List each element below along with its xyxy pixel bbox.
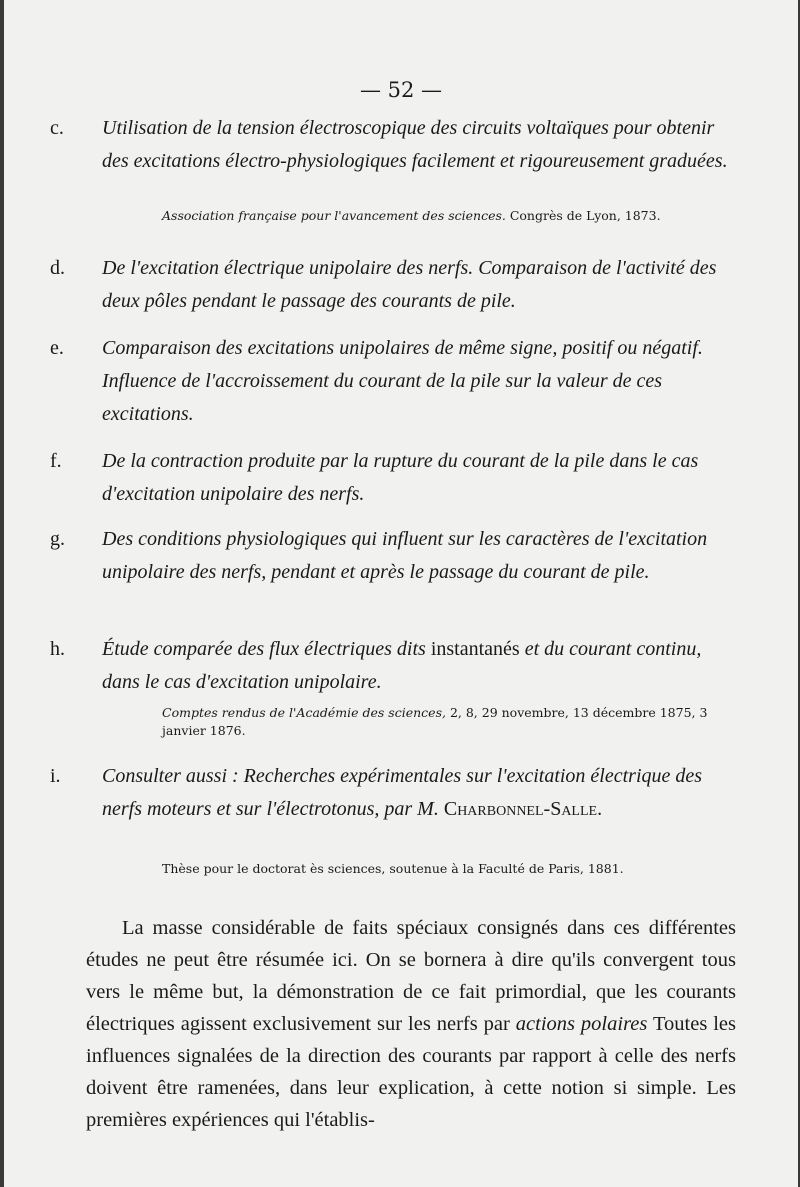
page-number: — 52 — bbox=[359, 78, 443, 102]
item-letter: g. bbox=[50, 528, 65, 550]
item-text: De l'excitation électrique unipolaire des nerfs. Comparaison de l'activité des deux pôles pendant le passage des courants de pile. bbox=[102, 257, 717, 312]
item-text: De la contraction produite par la rupture du courant de la pile dans le cas d'excitation unipolaire des nerfs. bbox=[102, 450, 699, 505]
item-text-part3: et du courant continu, dans le cas d'excitation unipolaire. bbox=[102, 638, 702, 693]
citation-title: Association française pour l'avancement des sciences. bbox=[162, 208, 506, 223]
list-item-i bbox=[50, 760, 736, 826]
item-text: Utilisation de la tension électroscopique des circuits voltaïques pour obtenir des excitations électro-physiologiques facilement et rigoureusement graduées. bbox=[102, 117, 728, 172]
citation-detail: Thèse pour le doctorat ès sciences, soutenue à la Faculté de Paris, 1881. bbox=[162, 861, 624, 876]
item-text: Des conditions physiologiques qui influent sur les caractères de l'excitation unipolaire des nerfs, pendant et après le passage du courant de pile. bbox=[102, 528, 708, 583]
citation-detail: 2, 8, 29 novembre, 13 décembre 1875, 3 janvier 1876. bbox=[162, 705, 708, 738]
paragraph-text-part1: La masse considérable de faits spéciaux consignés dans ces différentes études ne peut être résumée ici. On se bornera à dire qu'ils convergent tous vers le même but, la démonstration de ce fait primordial, que les courants électriques agissent exclusivement sur les nerfs par bbox=[86, 917, 736, 1035]
list-item-d bbox=[50, 252, 736, 318]
list-item-h bbox=[50, 633, 736, 699]
document-page bbox=[4, 0, 798, 1187]
item-letter: h. bbox=[50, 638, 65, 660]
paragraph-text-part2: Toutes les influences signalées de la direction des courants par rapport à celle des nerfs doivent être ramenées, dans leur explication, à cette notion si simple. Les premières expériences qui l'établis- bbox=[86, 1013, 737, 1131]
citation-title: Comptes rendus de l'Académie des sciences, bbox=[162, 705, 446, 720]
source-citation-i bbox=[162, 860, 722, 878]
item-letter: d. bbox=[50, 257, 65, 279]
list-item-f bbox=[50, 445, 736, 511]
item-text: Comparaison des excitations unipolaires de même signe, positif ou négatif. Influence de l'accroissement du courant de la pile sur la valeur de ces excitations. bbox=[102, 337, 703, 425]
list-item-c bbox=[50, 112, 736, 178]
list-item-g bbox=[50, 523, 736, 589]
source-citation-h bbox=[162, 704, 742, 740]
author-name: Charbonnel-Salle. bbox=[438, 798, 603, 820]
item-text-part1: Étude comparée des flux électriques dits bbox=[102, 638, 426, 660]
item-letter: e. bbox=[50, 337, 64, 359]
paragraph-emphasis: actions polaires bbox=[515, 1013, 648, 1035]
source-citation-c bbox=[162, 207, 722, 225]
item-text-part1: Consulter aussi : Recherches expérimentales sur l'excitation électrique des nerfs moteurs et sur l'électrotonus, par M. bbox=[102, 765, 703, 820]
item-letter: c. bbox=[50, 117, 64, 139]
item-text-part2: instantanés bbox=[425, 638, 525, 660]
item-letter: i. bbox=[50, 765, 61, 787]
list-item-e bbox=[50, 332, 736, 431]
body-paragraph bbox=[86, 912, 736, 1136]
item-letter: f. bbox=[50, 450, 62, 472]
citation-detail: Congrès de Lyon, 1873. bbox=[505, 208, 661, 223]
